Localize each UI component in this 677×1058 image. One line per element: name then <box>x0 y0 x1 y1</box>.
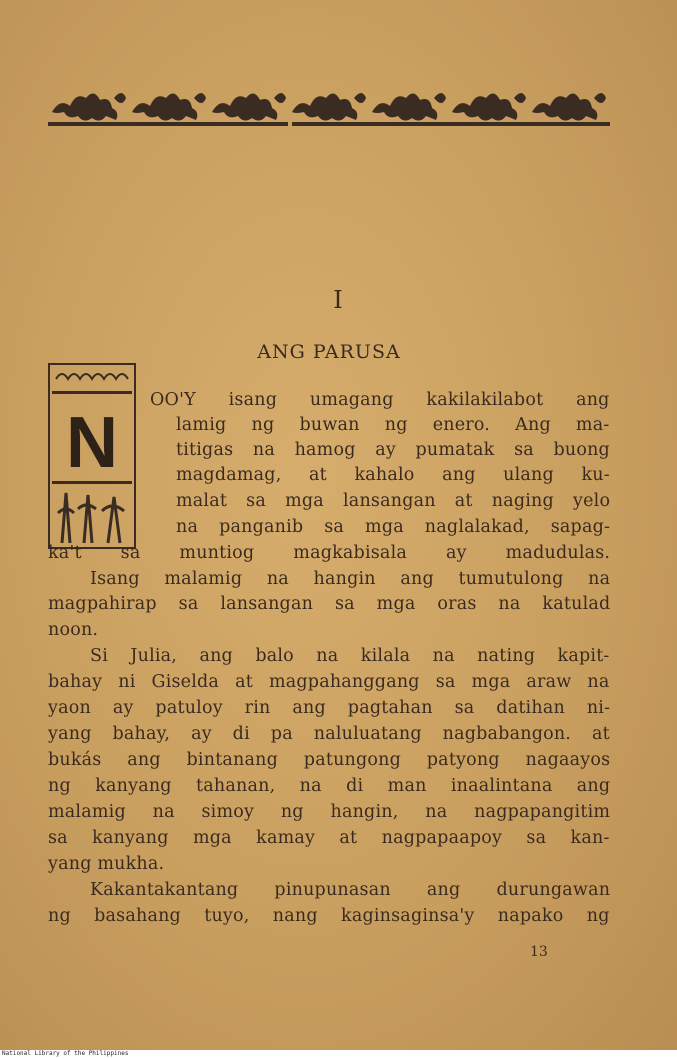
text-line: magpahirap sa lansangan sa mga oras na katulad <box>48 594 611 614</box>
page-number: 13 <box>530 944 548 960</box>
text-line: yaon ay patuloy rin ang pagtahan sa datihan ni- <box>48 698 611 718</box>
text-line: bukás ang bintanang patungong patyong nagaayos <box>48 750 611 770</box>
text-line: titigas na hamog ay pumatak sa buong <box>176 440 610 460</box>
text-line: malat sa mga lansangan at naging yelo <box>176 491 611 511</box>
text-line: malamig na simoy ng hangin, na nagpapangitim <box>48 802 611 822</box>
dropcap <box>48 363 136 549</box>
text-line: OO'Y isang umagang kakilakilabot ang <box>150 390 610 410</box>
text-line: ng kanyang tahanan, na di man inaalintana ang <box>48 776 611 796</box>
text-line: sa kanyang mga kamay at nagpapaapoy sa kan- <box>48 828 610 848</box>
text-line: yang mukha. <box>48 854 165 874</box>
text-line: Si Julia, ang balo na kilala na nating kapit- <box>90 646 610 666</box>
text-line: yang bahay, ay di pa naluluatang nagbabangon. at <box>48 724 610 744</box>
text-line: Kakantakantang pinupunasan ang durungawan <box>90 880 611 900</box>
dropcap-letter: N <box>66 403 118 483</box>
text-line: Isang malamig na hangin ang tumutulong na <box>90 569 611 589</box>
text-line: magdamag, at kahalo ang ulang ku- <box>176 465 610 485</box>
footer-credit: National Library of the Philippines <box>2 1050 129 1057</box>
text-line: lamig ng buwan ng enero. Ang ma- <box>176 415 610 435</box>
text-line: ng basahang tuyo, nang kaginsaginsa'y napako ng <box>48 906 610 926</box>
text-line: ka't sa muntiog magkabisala ay madudulas. <box>48 543 611 563</box>
text-line: bahay ni Giselda at magpahanggang sa mga araw na <box>48 672 610 692</box>
footer-credit-bar <box>0 1050 677 1058</box>
text-line: na panganib sa mga naglalakad, sapag- <box>176 517 611 537</box>
text-line: noon. <box>48 620 99 640</box>
chapter-number: I <box>333 286 344 314</box>
floral-ornament-header <box>48 72 610 130</box>
chapter-title: ANG PARUSA <box>257 341 401 363</box>
